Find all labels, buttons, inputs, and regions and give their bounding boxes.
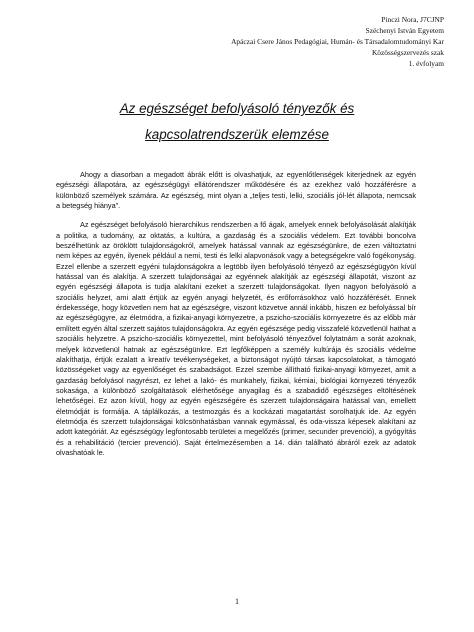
- header-year-line: 1. évfolyam: [408, 59, 444, 68]
- header-faculty-line: Apáczai Csere János Pedagógiai, Humán- és Társadalomtudományi Kar: [231, 37, 444, 46]
- header-author-line: Pinczi Nora, J7CJNP: [381, 15, 444, 24]
- author-header: [231, 14, 444, 69]
- title-line-1: Az egészséget befolyásoló tényezők és: [119, 101, 355, 116]
- document-title: [0, 96, 474, 148]
- body-paragraph-1: Ahogy a diasorban a megadott ábrák előtt is olvashatjuk, az egyenlőtlenségek kiterjednek az egyén egészségi állapotára, az egészségügyi ellátórendszer működésére és az ezekhez való hozzáférésre a különböző személyek számára. Az egészség, mint olyan a „teljes testi, lelki, szociális jól-lét állapota, nemcsak a betegség hiánya”.: [56, 170, 416, 211]
- page-number: 1: [235, 597, 239, 606]
- body-paragraph-2: Az egészséget befolyásoló hierarchikus rendszerben a fő ágak, amelyek ennek befolyásolását alakítják a politika, a tudomány, az oktatás, a kultúra, a gazdaság és a szociális védelem. Ezt további boncolva beszélhetünk az öröklött tulajdonságokról, amelyek hatással vannak az egészségünkre, de ezen változtatni nem képes az egyén, ilyenek például a nemi, testi és lelki alapvonások vagy a betegségekre való fogékonyság. Ezzel ellenbe a szerzett egyéni tulajdonságokra a legtöbb ilyen befolyásoló tényező az egészségügyön kívül hatással van és alakítja. A szerzett tulajdonságai az egyénnek alakítják az egészségi állapotát, viszont az egyén egészségi állapota is tudja alakítani ezeket a szerzett tulajdonságokat. Ilyen nagyon befolyásoló a szociális helyzet, ami alatt értjük az egyén anyagi helyzetét, és erőforrásokhoz való hozzáférését. Ennek érdekessége, hogy közvetlen nem hat az egészségre, viszont közvetve annál inkább, hiszen ez befolyással bír az egészségügyre, az életmódra, a fizikai-anyagi környezetre, a pszicho-szociális környezetre és az előbb már említett egyén által szerzett sajátos tulajdonságokra. Az egyén egészsége pedig visszafelé közvetlenül hathat a szociális helyzetre. A pszicho-szociális környezettel, mint befolyásoló tényezővel folytatnám a sorát azoknak, melyek közvetlenül hatnak az egészségünkre. Ezt legfőképpen a személy kultúrája és szociális védelme alakíthatja, értjük ezalatt a kreatív tevékenységeket, a biztonságot nyújtó társas kapcsolatokat, a támogató közösségeket vagy az egyenlőséget és szabadságot. Ezzel szembe állítható fizikai-anyagi környezet, amit a gazdaság befolyásol nagyrészt, ez lehet a lakó- és munkahely, fizikai, kémiai, biológiai környezeti tényezők sokasága, a különböző szolgáltatások elérhetősége anyagilag és a szabadidő egészséges eltöltésének lehetőségei. Ez azon kívül, hogy az egyén egészségére és szerzett tulajdonságaira hatással van, emellett életmódját is formálja. A táplálkozás, a testmozgás és a kockázati magatartást sorolhatjuk ide. Az egyén életmódja és szerzett tulajdonságai kölcsönhatásban vannak egymással, és oda-vissza képesek alakítani az adott kategóriát. Az egészségügy legfontosabb területei a megelőzés (primer, secunder prevenció), a gyógyítás és a rehabilitáció (tercier prevenció). Saját értelmezésemben a 14. dián található ábráról ezek az adatok olvashatóak le.: [56, 220, 416, 457]
- document-body: [56, 170, 416, 467]
- header-major-line: Közösségszervezés szak: [371, 48, 444, 57]
- title-line-2: kapcsolatrendszerük elemzése: [145, 127, 329, 142]
- header-university-line: Széchenyi István Egyetem: [365, 26, 444, 35]
